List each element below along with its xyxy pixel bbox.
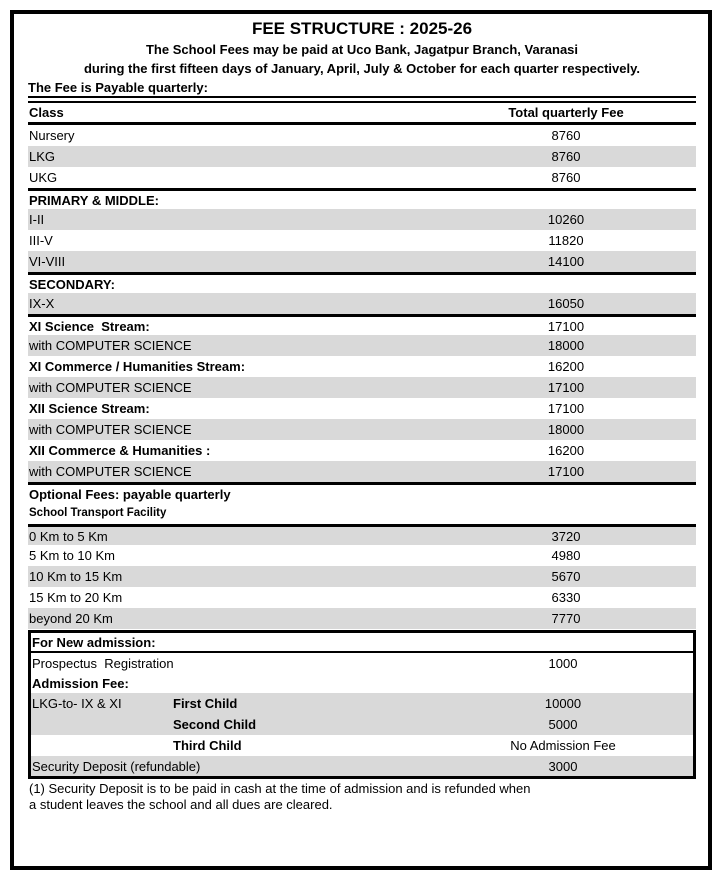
footnote-line-2-clipped: a student leaves the school and all dues are cleared.	[29, 797, 333, 812]
table-header-row	[28, 101, 696, 125]
fee-row-xi-science	[28, 314, 696, 335]
section-label: Optional Fees: payable quarterly	[29, 486, 231, 502]
row-fee: 14100	[547, 254, 585, 269]
row-label: Nursery	[29, 128, 75, 143]
row-fee: 17100	[547, 464, 585, 479]
fee-row-iii-v	[28, 230, 696, 251]
fee-structure-document	[10, 10, 712, 870]
fee-row-0-5km	[28, 524, 696, 545]
section-label: For New admission:	[32, 634, 156, 650]
payment-instruction-line-1: The School Fees may be paid at Uco Bank, Jagatpur Branch, Varanasi	[145, 42, 579, 57]
row-label: 15 Km to 20 Km	[29, 590, 123, 605]
row-label: XII Commerce & Humanities :	[29, 443, 211, 458]
row-fee: 5670	[551, 569, 581, 584]
row-label: LKG-to- IX & XI	[32, 696, 122, 711]
section-label: Admission Fee:	[32, 675, 129, 691]
fee-row-security-deposit	[31, 756, 693, 776]
fee-row-ix-x	[28, 293, 696, 314]
row-label: with COMPUTER SCIENCE	[29, 338, 192, 353]
column-header-class: Class	[29, 105, 64, 120]
row-label: III-V	[29, 233, 53, 248]
row-fee: 17100	[547, 401, 585, 416]
row-label: beyond 20 Km	[29, 611, 113, 626]
row-fee: 3000	[548, 758, 578, 774]
row-label: 0 Km to 5 Km	[29, 528, 108, 544]
fee-row-nursery	[28, 125, 696, 146]
row-label: 5 Km to 10 Km	[29, 548, 115, 563]
row-label: XII Science Stream:	[29, 401, 150, 416]
fee-row-xi-science-cs	[28, 335, 696, 356]
row-label: 10 Km to 15 Km	[29, 569, 123, 584]
row-fee: 18000	[547, 338, 585, 353]
fee-row-ukg	[28, 167, 696, 188]
fee-row-first-child	[31, 693, 693, 714]
row-mid-label: First Child	[173, 696, 238, 711]
fee-row-beyond-20km	[28, 608, 696, 629]
row-fee: 3720	[551, 528, 581, 544]
row-fee: 11820	[548, 233, 584, 248]
row-fee: 8760	[551, 170, 581, 185]
row-label: XI Commerce / Humanities Stream:	[29, 359, 246, 374]
row-fee: 1000	[548, 655, 578, 671]
row-label: XI Science Stream:	[29, 318, 150, 334]
row-fee: 8760	[551, 149, 581, 164]
fee-row-vi-viii	[28, 251, 696, 272]
fee-row-lkg	[28, 146, 696, 167]
row-label: Prospectus Registration	[32, 655, 174, 671]
fee-row-third-child	[31, 735, 693, 756]
section-row-school-transport	[28, 503, 696, 524]
row-label: LKG	[29, 149, 56, 164]
row-label: VI-VIII	[29, 254, 66, 269]
row-label: Security Deposit (refundable)	[32, 758, 201, 774]
section-label: PRIMARY & MIDDLE:	[29, 192, 159, 208]
row-label: IX-X	[29, 296, 55, 311]
row-label: I-II	[29, 212, 45, 227]
fee-row-10-15km	[28, 566, 696, 587]
section-row-new-admission	[31, 633, 693, 653]
row-fee: 8760	[551, 128, 581, 143]
fee-row-xii-science	[28, 398, 696, 419]
row-fee: 7770	[551, 611, 581, 626]
row-label: with COMPUTER SCIENCE	[29, 464, 192, 479]
fee-row-15-20km	[28, 587, 696, 608]
fee-row-xi-commerce-cs	[28, 377, 696, 398]
row-fee: 6330	[551, 590, 581, 605]
row-fee: 10000	[544, 696, 582, 711]
section-row-admission-fee	[31, 673, 693, 693]
row-fee: 4980	[551, 548, 581, 563]
payable-quarterly-note: The Fee is Payable quarterly:	[28, 80, 696, 98]
row-mid-label: Third Child	[173, 738, 242, 753]
document-title: FEE STRUCTURE : 2025-26	[251, 19, 473, 38]
row-label: with COMPUTER SCIENCE	[29, 422, 192, 437]
column-header-total-quarterly-fee: Total quarterly Fee	[508, 105, 624, 120]
fee-row-xi-commerce	[28, 356, 696, 377]
row-fee: 5000	[548, 717, 578, 732]
section-label: SECONDARY:	[29, 276, 115, 292]
fee-row-xii-science-cs	[28, 419, 696, 440]
fee-row-xii-commerce	[28, 440, 696, 461]
row-fee: 16200	[547, 359, 585, 374]
row-fee: 17100	[547, 380, 585, 395]
section-row-optional-fees	[28, 482, 696, 503]
fee-row-i-ii	[28, 209, 696, 230]
row-fee: 10260	[547, 212, 585, 227]
row-fee: 16050	[547, 296, 585, 311]
fee-row-prospectus-registration	[31, 653, 693, 673]
row-mid-label: Second Child	[173, 717, 257, 732]
section-row-secondary	[28, 272, 696, 293]
row-fee: 17100	[547, 318, 585, 334]
row-fee: No Admission Fee	[510, 738, 616, 753]
payment-instruction-line-2: during the first fifteen days of January, April, July & October for each quarter respectively.	[83, 61, 640, 76]
new-admission-section	[28, 630, 696, 779]
footnote-line-1: (1) Security Deposit is to be paid in cash at the time of admission and is refunded when	[29, 781, 531, 796]
section-row-primary-middle	[28, 188, 696, 209]
fee-row-second-child	[31, 714, 693, 735]
row-label: UKG	[29, 170, 58, 185]
section-label: School Transport Facility	[29, 507, 167, 519]
fee-row-5-10km	[28, 545, 696, 566]
fee-row-xii-commerce-cs	[28, 461, 696, 482]
row-label: with COMPUTER SCIENCE	[29, 380, 192, 395]
row-fee: 16200	[547, 443, 585, 458]
row-fee: 18000	[547, 422, 585, 437]
